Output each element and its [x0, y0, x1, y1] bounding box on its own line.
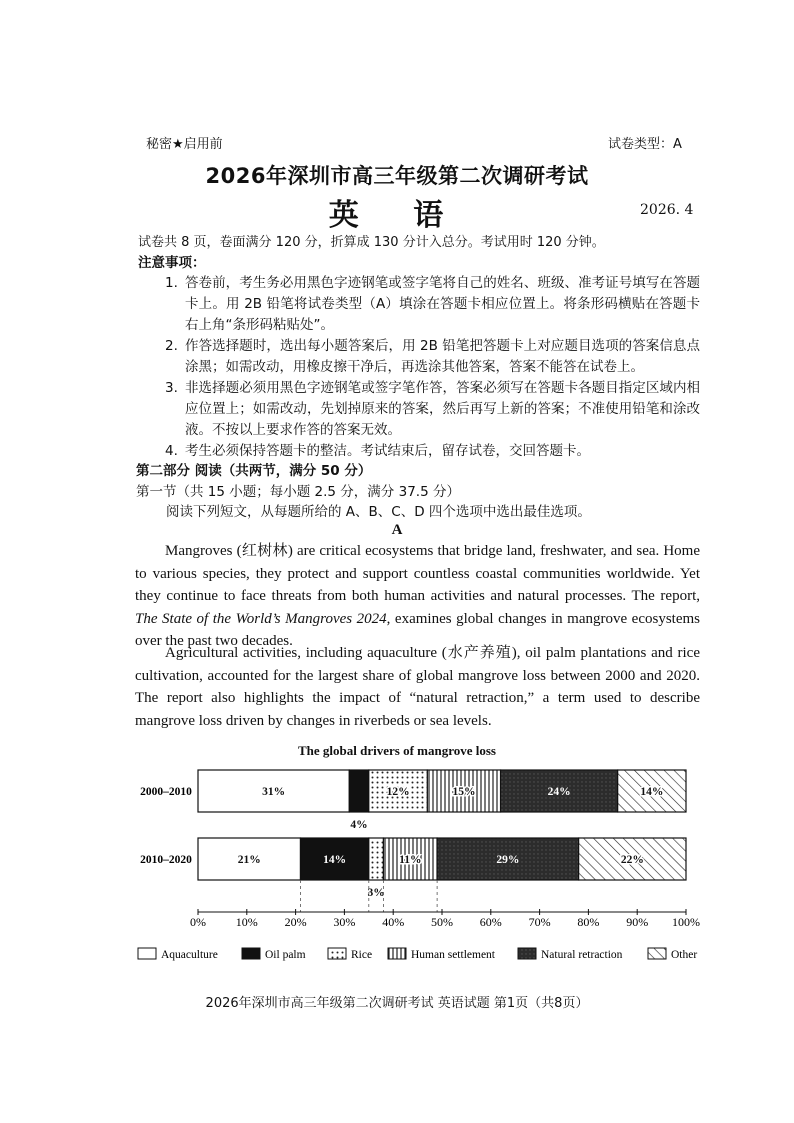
bar-segment [349, 770, 369, 812]
paragraph-1-end: , examines global changes in mangrove ecosystems over the past two decades. [135, 610, 701, 650]
paragraph-2-text: Agricultural activities, including aquaculture (水产养殖), oil palm plantations and rice cultivation, accounted for the largest share of global mangrove loss between 2000 and 2020. The report also highlights the impact of “natural retraction,” a term used to describe mangrove loss driven by changes in riverbeds or sea levels. [135, 645, 700, 729]
exam-info: 试卷共 8 页，卷面满分 120 分，折算成 130 分计入总分。考试用时 120 分钟。 [138, 235, 605, 250]
tick-label: 100% [672, 915, 700, 929]
legend-label: Aquaculture [161, 949, 218, 961]
passage-label: A [391, 522, 403, 538]
tick-label: 70% [528, 915, 551, 929]
tick-label: 90% [626, 915, 649, 929]
legend-label: Other [671, 949, 698, 961]
note-text: 作答选择题时，选出每小题答案后，用 2B 铅笔把答题卡上对应题目选项的答案信息点涂黑；如需改动，用橡皮擦干净后，再选涂其他答案，答案不能答在试卷上。 [185, 338, 700, 375]
legend-swatch [518, 948, 536, 959]
tick-label: 60% [479, 915, 502, 929]
reading-instruction: 阅读下列短文，从每题所给的 A、B、C、D 四个选项中选出最佳选项。 [166, 504, 591, 520]
chart-legend [138, 948, 697, 961]
note-number: 3. [165, 380, 178, 396]
paragraph-1 [135, 540, 700, 653]
data-label: 12% [386, 786, 410, 798]
category-label: 2010–2020 [140, 854, 192, 866]
tick-label: 10% [235, 915, 258, 929]
legend-label: Oil palm [265, 949, 306, 961]
note-number: 1. [165, 275, 178, 291]
part-heading: 第二部分 阅读（共两节，满分 50 分） [136, 463, 372, 479]
note-item [165, 441, 700, 462]
chart-bars [140, 770, 686, 912]
x-axis [190, 909, 700, 929]
tick-label: 30% [333, 915, 356, 929]
mangrove-loss-chart [0, 760, 794, 970]
section-heading: 第一节（共 15 小题；每小题 2.5 分，满分 37.5 分） [136, 484, 460, 500]
legend-swatch [328, 948, 346, 959]
data-label: 3% [367, 887, 385, 899]
note-text: 考生必须保持答题卡的整洁。考试结束后，留存试卷，交回答题卡。 [185, 443, 590, 459]
note-text: 答卷前，考生务必用黑色字迹钢笔或签字笔将自己的姓名、班级、准考证号填写在答题卡上。用 2B 铅笔将试卷类型（A）填涂在答题卡相应位置上。将条形码横贴在答题卡右上角“条形码粘贴处”。 [185, 275, 700, 333]
data-label: 4% [350, 819, 368, 831]
data-label: 22% [620, 854, 644, 866]
tick-label: 20% [284, 915, 307, 929]
legend-swatch [242, 948, 260, 959]
paragraph-1-text: Mangroves (红树林) are critical ecosystems that bridge land, freshwater, and sea. Home to various species, they protect and support countless coastal communities worldwide. Yet they continue to face threats from both human activities and natural processes. The report, [135, 543, 700, 605]
note-number: 2. [165, 338, 178, 354]
legend-swatch [138, 948, 156, 959]
note-item [165, 273, 700, 336]
legend-label: Human settlement [411, 949, 495, 961]
notes-list [165, 273, 700, 462]
data-label: 29% [496, 854, 520, 866]
paper-type-label: 试卷类型：A [608, 137, 682, 152]
legend-label: Rice [351, 949, 373, 961]
data-label: 21% [237, 854, 261, 866]
secret-label: 秘密★启用前 [146, 137, 223, 152]
note-item [165, 378, 700, 441]
data-label: 11% [399, 854, 422, 866]
data-label: 14% [323, 854, 347, 866]
notes-heading: 注意事项： [138, 255, 206, 271]
tick-label: 50% [431, 915, 453, 929]
tick-label: 40% [382, 915, 405, 929]
exam-title: 2026年深圳市高三年级第二次调研考试 [205, 164, 589, 188]
data-label: 31% [262, 786, 286, 798]
data-label: 15% [452, 786, 476, 798]
legend-label: Natural retraction [541, 949, 623, 961]
exam-date: 2026. 4 [640, 202, 694, 218]
note-text: 非选择题必须用黑色字迹钢笔或签字笔作答，答案必须写在答题卡各题目指定区域内相应位置上；如需改动，先划掉原来的答案，然后再写上新的答案；不准使用铅笔和涂改液。不按以上要求作答的答案无效。 [185, 380, 700, 438]
page-footer: 2026年深圳市高三年级第二次调研考试 英语试题 第1页（共8页） [205, 996, 589, 1011]
report-title: The State of the World’s Mangroves 2024 [135, 610, 387, 627]
paragraph-2 [135, 642, 700, 732]
note-item [165, 336, 700, 378]
data-label: 24% [547, 786, 571, 798]
note-number: 4. [165, 443, 178, 459]
chart-title: The global drivers of mangrove loss [297, 743, 496, 758]
category-label: 2000–2010 [140, 786, 192, 798]
subject-title: 英 语 [328, 198, 466, 233]
data-label: 14% [640, 786, 664, 798]
legend-swatch [648, 948, 666, 959]
tick-label: 0% [190, 915, 206, 929]
legend-swatch [388, 948, 406, 959]
bar-segment [369, 838, 384, 880]
tick-label: 80% [577, 915, 600, 929]
